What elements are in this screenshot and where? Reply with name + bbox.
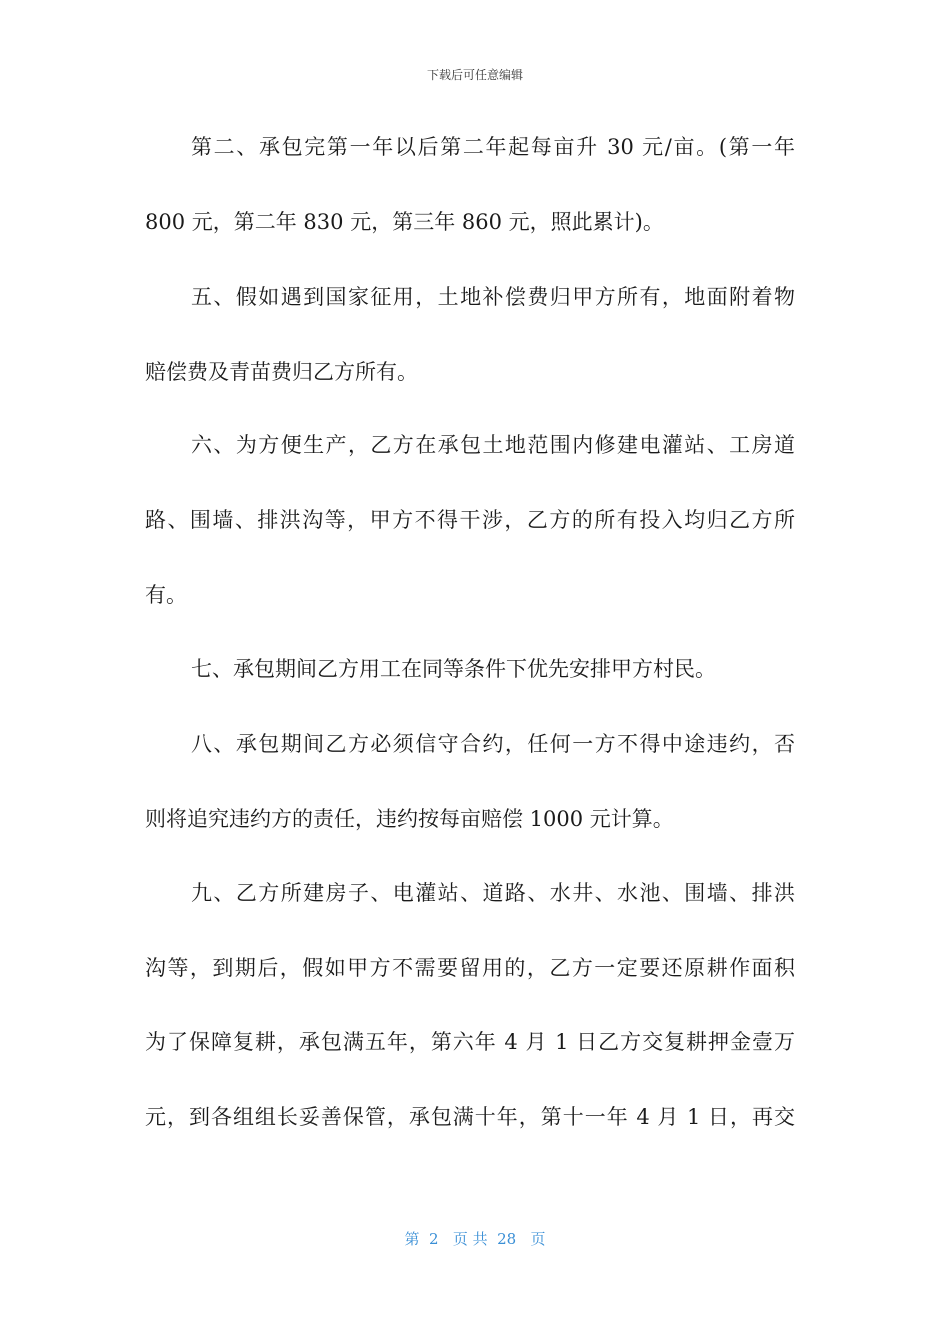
paragraph-line: 九、乙方所建房子、电灌站、道路、水井、水池、围墙、排洪 (191, 881, 795, 905)
paragraph-line: 元，到各组组长妥善保管，承包满十年，第十一年 4 月 1 日，再交 (145, 1105, 795, 1129)
header-note: 下载后可任意编辑 (426, 68, 523, 82)
paragraph-line: 有。 (145, 583, 187, 607)
paragraph-line: 七、承包期间乙方用工在同等条件下优先安排甲方村民。 (191, 657, 716, 681)
page-number-footer: 第 2 页 共 28 页 (404, 1230, 546, 1248)
paragraph-line: 沟等，到期后，假如甲方不需要留用的，乙方一定要还原耕作面积 (145, 956, 795, 980)
paragraph-line: 第二、承包完第一年以后第二年起每亩升 30 元/亩。(第一年 (191, 135, 795, 159)
paragraph-line: 赔偿费及青苗费归乙方所有。 (145, 360, 418, 384)
paragraph-line: 则将追究违约方的责任，违约按每亩赔偿 1000 元计算。 (145, 807, 674, 831)
paragraph-line: 八、承包期间乙方必须信守合约，任何一方不得中途违约，否 (191, 732, 795, 756)
paragraph-line: 五、假如遇到国家征用，土地补偿费归甲方所有，地面附着物 (191, 285, 795, 309)
paragraph-line: 为了保障复耕，承包满五年，第六年 4 月 1 日乙方交复耕押金壹万 (145, 1030, 795, 1054)
paragraph-line: 六、为方便生产，乙方在承包土地范围内修建电灌站、工房道 (191, 433, 795, 457)
paragraph-line: 800 元，第二年 830 元，第三年 860 元，照此累计)。 (145, 210, 664, 234)
paragraph-line: 路、围墙、排洪沟等，甲方不得干涉，乙方的所有投入均归乙方所 (145, 508, 795, 532)
